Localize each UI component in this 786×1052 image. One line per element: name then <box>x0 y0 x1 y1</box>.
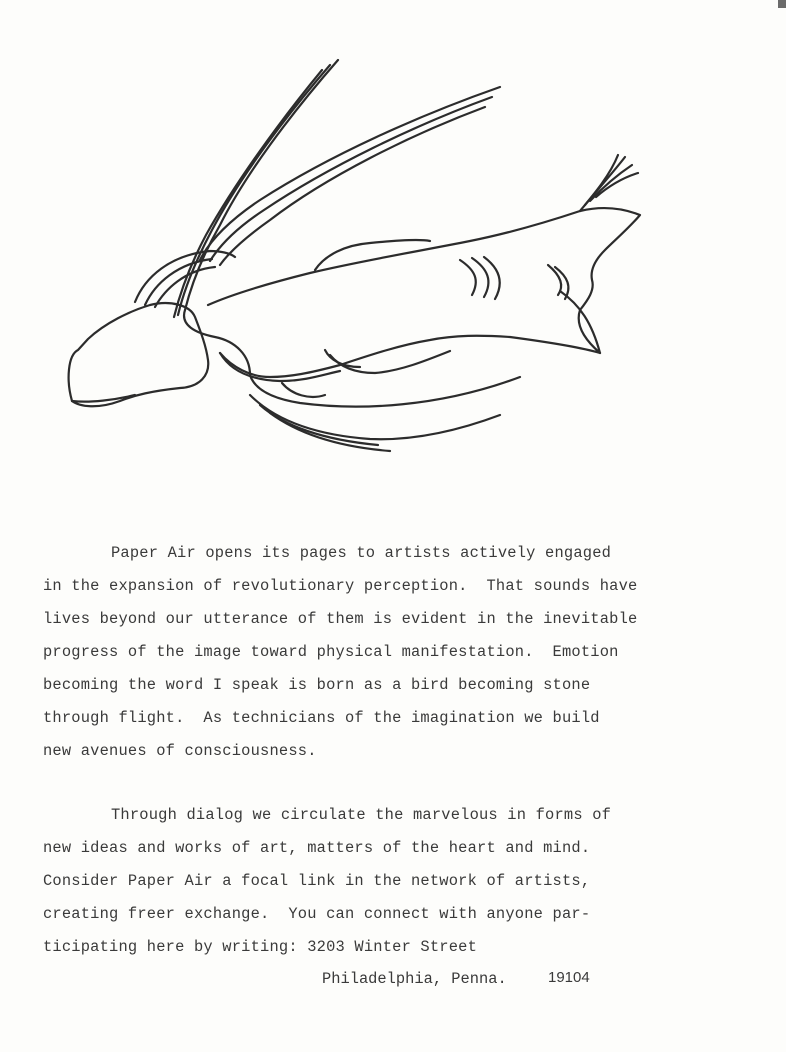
text-line: new ideas and works of art, matters of the heart and mind. <box>43 839 591 857</box>
text-line: Paper Air opens its pages to artists actively engaged <box>111 544 612 562</box>
text-line: becoming the word I speak is born as a bird becoming stone <box>43 676 591 694</box>
text-line: new avenues of consciousness. <box>43 742 317 760</box>
bird-beak <box>72 395 135 402</box>
text-line: creating freer exchange. You can connect with anyone par- <box>43 905 591 923</box>
dialog-paragraph <box>43 799 683 964</box>
bird-body <box>208 208 640 377</box>
bird-illustration <box>60 55 660 465</box>
text-line: lives beyond our utterance of them is evident in the inevitable <box>43 610 638 628</box>
text-line: in the expansion of revolutionary perception. That sounds have <box>43 577 638 595</box>
text-line: ticipating here by writing: 3203 Winter Street <box>43 938 478 956</box>
bird-head <box>69 303 209 406</box>
text-line: through flight. As technicians of the imagination we build <box>43 709 600 727</box>
text-line: progress of the image toward physical manifestation. Emotion <box>43 643 619 661</box>
address-zip: 19104 <box>548 969 590 986</box>
text-line: Through dialog we circulate the marvelous in forms of <box>111 806 612 824</box>
text-line: Consider Paper Air a focal link in the network of artists, <box>43 872 591 890</box>
intro-paragraph <box>43 537 683 768</box>
address-city-line: Philadelphia, Penna. <box>322 970 507 988</box>
scan-corner-mark <box>778 0 786 8</box>
